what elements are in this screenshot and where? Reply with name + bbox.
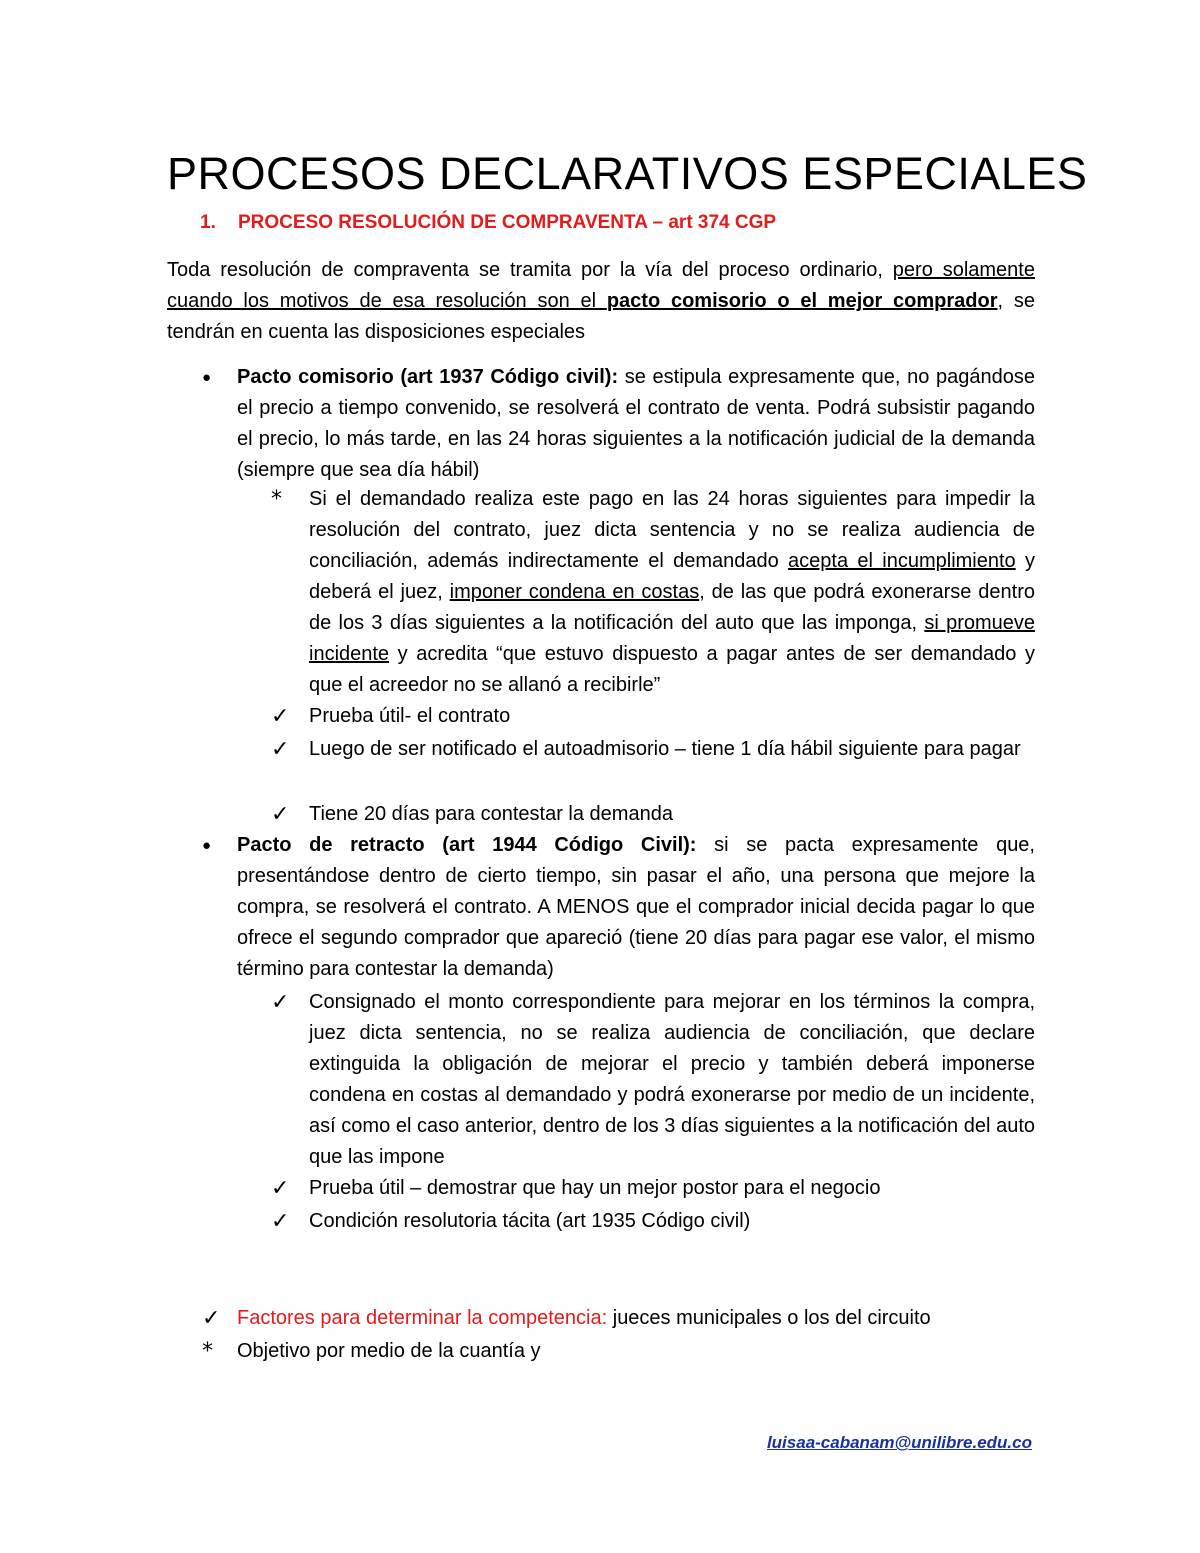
pacto-comisorio-label: Pacto comisorio (art 1937 Código civil): <box>237 366 619 388</box>
check-item: Prueba útil – demostrar que hay un mejor postor para el negocio <box>309 1177 881 1199</box>
asterisk-icon: * <box>202 1339 213 1364</box>
asterisk-text-3: , de las que podrá exonerarse dentro de los 3 días siguientes a la notificación del auto que las imponga, <box>309 581 1035 634</box>
check-icon: ✓ <box>271 1209 290 1234</box>
intro-underlined-text: pero solamente cuando los motivos de esa resolución son el <box>167 259 1035 312</box>
asterisk-underline-2: imponer condena en costas <box>449 581 700 603</box>
check-icon: ✓ <box>271 990 290 1015</box>
intro-underlined-bold: pacto comisorio o el mejor comprador <box>606 290 998 312</box>
check-item: Luego de ser notificado el autoadmisorio – tiene 1 día hábil siguiente para pagar <box>309 738 1021 760</box>
check-icon: ✓ <box>271 1176 290 1201</box>
pacto-retracto-paragraph <box>237 830 1035 985</box>
page-title: PROCESOS DECLARATIVOS ESPECIALES <box>167 148 1088 199</box>
pacto-comisorio-text: se estipula expresamente que, no pagándose el precio a tiempo convenido, se resolverá el contrato de venta. Podrá subsistir pagando el precio, lo más tarde, en las 24 horas siguientes a la notificación judicial de la demanda (siempre que sea día hábil) <box>237 366 1035 481</box>
check-item: Tiene 20 días para contestar la demanda <box>309 803 673 825</box>
check-icon: ✓ <box>202 1306 221 1331</box>
intro-text-2: , se tendrán en cuenta las disposiciones especiales <box>167 290 1035 343</box>
objetivo-line: Objetivo por medio de la cuantía y <box>237 1340 541 1362</box>
check-item: Prueba útil- el contrato <box>309 705 511 727</box>
footer-email[interactable]: luisaa-cabanam@unilibre.edu.co <box>766 1433 1032 1452</box>
pacto-retracto-label: Pacto de retracto (art 1944 Código Civil): <box>237 834 697 856</box>
asterisk-underline-1: acepta el incumplimiento <box>788 550 1016 572</box>
factores-line <box>237 1303 931 1334</box>
asterisk-text-4: y acredita “que estuvo dispuesto a pagar antes de ser demandado y que el acreedor no se allanó a recibirle” <box>309 643 1035 696</box>
check-icon: ✓ <box>271 737 290 762</box>
bullet-icon: ● <box>202 369 212 386</box>
pacto-comisorio-asterisk-item <box>309 484 1035 701</box>
asterisk-underline-3: si promueve incidente <box>309 612 1036 665</box>
intro-paragraph <box>167 255 1035 348</box>
asterisk-text-2: y deberá el juez, <box>309 550 1035 603</box>
asterisk-icon: * <box>271 487 282 512</box>
factores-text: jueces municipales o los del circuito <box>607 1307 931 1329</box>
bullet-icon: ● <box>202 837 212 854</box>
factores-label: Factores para determinar la competencia: <box>237 1307 608 1329</box>
check-item: Consignado el monto correspondiente para mejorar en los términos la compra, juez dicta sentencia, no se realiza audiencia de conciliación, que declare extinguida la obligación de mejorar el precio y también deberá imponerse condena en costas al demandado y podrá exonerarse por medio de un incidente, así como el caso anterior, dentro de los 3 días siguientes a la notificación del auto que las impone <box>309 991 1035 1168</box>
asterisk-text-1: Si el demandado realiza este pago en las 24 horas siguientes para impedir la resolución del contrato, juez dicta sentencia y no se realiza audiencia de conciliación, además indirectamente el demandado <box>309 488 1035 572</box>
check-icon: ✓ <box>271 704 290 729</box>
section-number: 1. <box>200 212 216 233</box>
check-icon: ✓ <box>271 802 290 827</box>
section-heading-text: PROCESO RESOLUCIÓN DE COMPRAVENTA – art 374 CGP <box>238 212 777 233</box>
pacto-retracto-text: si se pacta expresamente que, presentándose dentro de cierto tiempo, sin pasar el año, una persona que mejore la compra, se resolverá el contrato. A MENOS que el comprador inicial decida pagar lo que ofrece el segundo comprador que apareció (tiene 20 días para pagar ese valor, el mismo término para contestar la demanda) <box>237 834 1035 980</box>
check-item: Condición resolutoria tácita (art 1935 Código civil) <box>309 1210 751 1232</box>
pacto-comisorio-paragraph <box>237 362 1035 486</box>
section-heading <box>200 212 776 234</box>
intro-text-1: Toda resolución de compraventa se tramita por la vía del proceso ordinario, <box>167 259 893 281</box>
